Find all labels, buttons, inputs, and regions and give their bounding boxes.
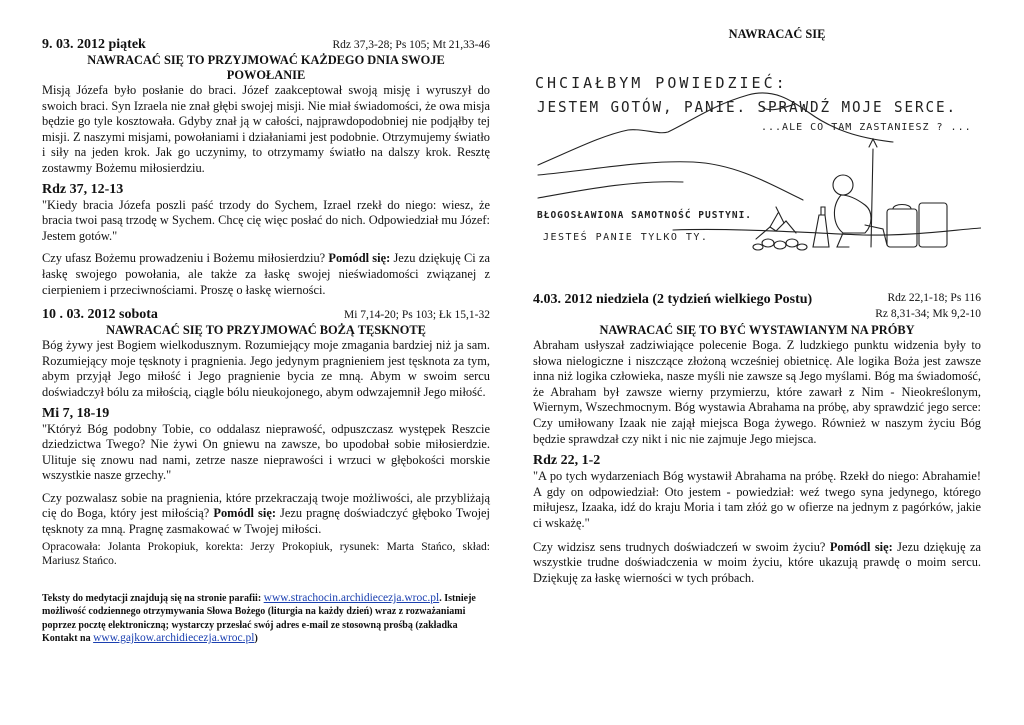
passage-heading: Rdz 22, 1-2 bbox=[533, 453, 601, 469]
prayer-label: Pomódl się: bbox=[213, 506, 276, 521]
prayer-text: Jezu pragnę doświadczyć głęboko Twojej tęsknoty za mną. Pragnę zasmakować w Twojej miłości. bbox=[42, 506, 490, 537]
drawing-text-line4: BŁOGOSŁAWIONA SAMOTNOŚĆ PUSTYNI. bbox=[537, 210, 753, 221]
prayer-label: Pomódl się: bbox=[829, 539, 893, 554]
entry-header-march-10 bbox=[42, 307, 490, 323]
left-column bbox=[42, 0, 490, 646]
meditation-text: Misją Józefa było posłanie do braci. Józef zaakceptował swoją misję i wyruszył do swoich braci. Syn Izraela nie znał głębi swojej misji. Nie miał świadomości, że owa misja będzie go tyle kosztowała. Gdyby znał ją w całości, najprawdopodobniej nie podjąłby tej misji. Z naszymi misjami, powołaniami i działaniami jest podobnie. Otrzymujemy światło i siły na jeden krok. Jak go uczynimy, to otrzymamy światło na dalszy krok. Resztę zostawmy Bożemu miłosierdziu. bbox=[42, 83, 490, 175]
desert-drawing bbox=[533, 50, 981, 258]
credits: Opracowała: Jolanta Prokopiuk, korekta: Jerzy Prokopiuk, rysunek: Marta Stańco, skład: Mariusz Stańco. bbox=[42, 540, 490, 567]
parish-website-link[interactable]: www.strachocin.archidiecezja.wroc.pl bbox=[263, 591, 440, 604]
entry-header-march-4 bbox=[533, 290, 981, 308]
reflection-question: Czy pozwalasz sobie na pragnienia, które przekraczają twoje możliwości, ale przybliżają cię do Boga, który jest miłością? bbox=[42, 490, 490, 521]
footer-text: ) bbox=[254, 633, 258, 645]
drawing-text-line3: ...ALE CO TAM ZASTANIESZ ? ... bbox=[761, 122, 972, 133]
page-heading: NAWRACAĆ SIĘ bbox=[728, 27, 826, 41]
entry-header-march-9 bbox=[42, 37, 490, 53]
entry-title: NAWRACAĆ SIĘ TO PRZYJMOWAĆ KAŻDEGO DNIA SWOJE bbox=[87, 53, 445, 67]
entry-title: NAWRACAĆ SIĘ TO BYĆ WYSTAWIANYM NA PRÓBY bbox=[599, 323, 915, 337]
reflection-prayer bbox=[42, 251, 490, 298]
reflection-prayer bbox=[42, 491, 490, 538]
entry-title: NAWRACAĆ SIĘ TO PRZYJMOWAĆ BOŻĄ TĘSKNOTĘ bbox=[106, 323, 426, 338]
footer-text: . Istnieje możliwość codziennego otrzymywania Słowa Bożego (liturgia na każdy dzień) wraz z rozważaniami poprzez pocztę elektroniczną; wystarczy przesłać swój adres e-mail ze stosowną prośbą (zakładka Kontakt na bbox=[42, 592, 476, 645]
meditation-text: Abraham usłyszał zadziwiające polecenie Boga. Z ludzkiego punktu widzenia były to słowa nielogiczne i niszczące złożoną wcześniej obietnicę. Ale logika Boża jest zawsze inna niż logika człowieka, nasze myśli nie zawsze są Jego myślami. Bóg ma świadomość, że Abraham był zawsze wierny przymierzu, które zawarł z Nim - Nieokreślonym, Wiernym, Wszechmocnym. Bóg wystawia Abrahama na próbę, aby sprawdzić jego serce: Czy umiłowany Izaak nie zajął miejsca Boga żywego. Również w naszym życiu Bóg będzie sprawdzał czy nikt i nic nie zajmuje Jego miejsca. bbox=[533, 338, 981, 446]
entry-date: 4.03. 2012 niedziela (2 tydzień wielkiego Postu) bbox=[533, 292, 813, 307]
passage-heading: Mi 7, 18-19 bbox=[42, 405, 110, 421]
prayer-text: Jezu dziękuję Ci za łaskę swojego powołania, ale także za łaskę swojej nieświadomości związanej z cierpieniem i przeciwnościami. Proszę o łaskę wierności. bbox=[42, 251, 490, 297]
entry-title-continued: POWOŁANIE bbox=[226, 68, 306, 82]
prayer-text: Jezu dziękuję za wszystkie trudne doświadczenia w moim życiu, które ukazują prawdę o moim sercu. Dziękuję za łaskę wierności w tych próbach. bbox=[533, 539, 981, 585]
drawing-text-line1: CHCIAŁBYM POWIEDZIEĆ: bbox=[535, 74, 788, 92]
drawing-text-line5: JESTEŚ PANIE TYLKO TY. bbox=[543, 232, 709, 243]
reflection-prayer bbox=[533, 540, 981, 587]
scripture-references-continued: Rz 8,31-34; Mk 9,2-10 bbox=[875, 308, 981, 320]
reflection-question: Czy widzisz sens trudnych doświadczeń w swoim życiu? bbox=[533, 539, 826, 554]
scripture-references: Mi 7,14-20; Ps 103; Łk 15,1-32 bbox=[344, 309, 490, 322]
contact-website-link[interactable]: www.gajkow.archidiecezja.wroc.pl bbox=[93, 632, 255, 645]
footer-note bbox=[42, 592, 490, 646]
scripture-quote: "Kiedy bracia Józefa poszli paść trzody do Sychem, Izrael rzekł do niego: wiesz, że bracia twoi pasą trzodę w Sychem. Chcę cię więc posłać do nich. Odpowiedział mu Józef: Jestem gotów." bbox=[42, 197, 490, 243]
meditation-text: Bóg żywy jest Bogiem wielkodusznym. Rozumiejący moje zmagania bardziej niż ja sam. Rozumiejący moje tęsknoty i pragnienia. Jego jedynym pragnieniem jest tęsknota za tym, abym przyjął Jego miłość i Jego pragnienie bycia ze mną. Abym w swoim sercu doświadczył bólu za miłością, ciągle bólu nieukojonego, abym odwzajemnił Jego miłość. bbox=[42, 338, 490, 399]
illustration bbox=[533, 50, 981, 258]
prayer-label: Pomódl się: bbox=[328, 251, 391, 266]
scripture-quote: "A po tych wydarzeniach Bóg wystawił Abrahama na próbę. Rzekł do niego: Abrahamie! A gdy on odpowiedział: Oto jestem - powiedział: weź twego syna jedynego, którego miłujesz, Izaaka, idź do kraju Moria i tam złóż go w ofierze na jednym z pagórków, jakie ci wskażę." bbox=[533, 469, 981, 530]
scripture-references: Rdz 37,3-28; Ps 105; Mt 21,33-46 bbox=[332, 39, 490, 51]
scripture-references: Rdz 22,1-18; Ps 116 bbox=[887, 292, 981, 304]
scripture-quote: "Któryż Bóg podobny Tobie, co oddalasz nieprawość, odpuszczasz występek Reszcie dziedzictwa Twego? Nie żywi On gniewu na zawsze, bo upodobał sobie miłosierdzie. Ulituje się znowu nad nami, zetrze nasze nieprawości i wrzuci w głębokości morskie wszystkie nasze grzechy." bbox=[42, 421, 490, 483]
entry-date: 9. 03. 2012 piątek bbox=[42, 37, 146, 52]
footer-text: Teksty do medytacji znajdują się na stronie parafii: bbox=[42, 592, 262, 604]
drawing-text-line2: JESTEM GOTÓW, PANIE. SPRAWDŹ MOJE SERCE. bbox=[537, 98, 979, 116]
passage-heading: Rdz 37, 12-13 bbox=[42, 181, 124, 197]
reflection-question: Czy ufasz Bożemu prowadzeniu i Bożemu miłosierdziu? bbox=[42, 251, 326, 266]
right-column bbox=[533, 0, 981, 586]
entry-date: 10 . 03. 2012 sobota bbox=[42, 307, 158, 323]
